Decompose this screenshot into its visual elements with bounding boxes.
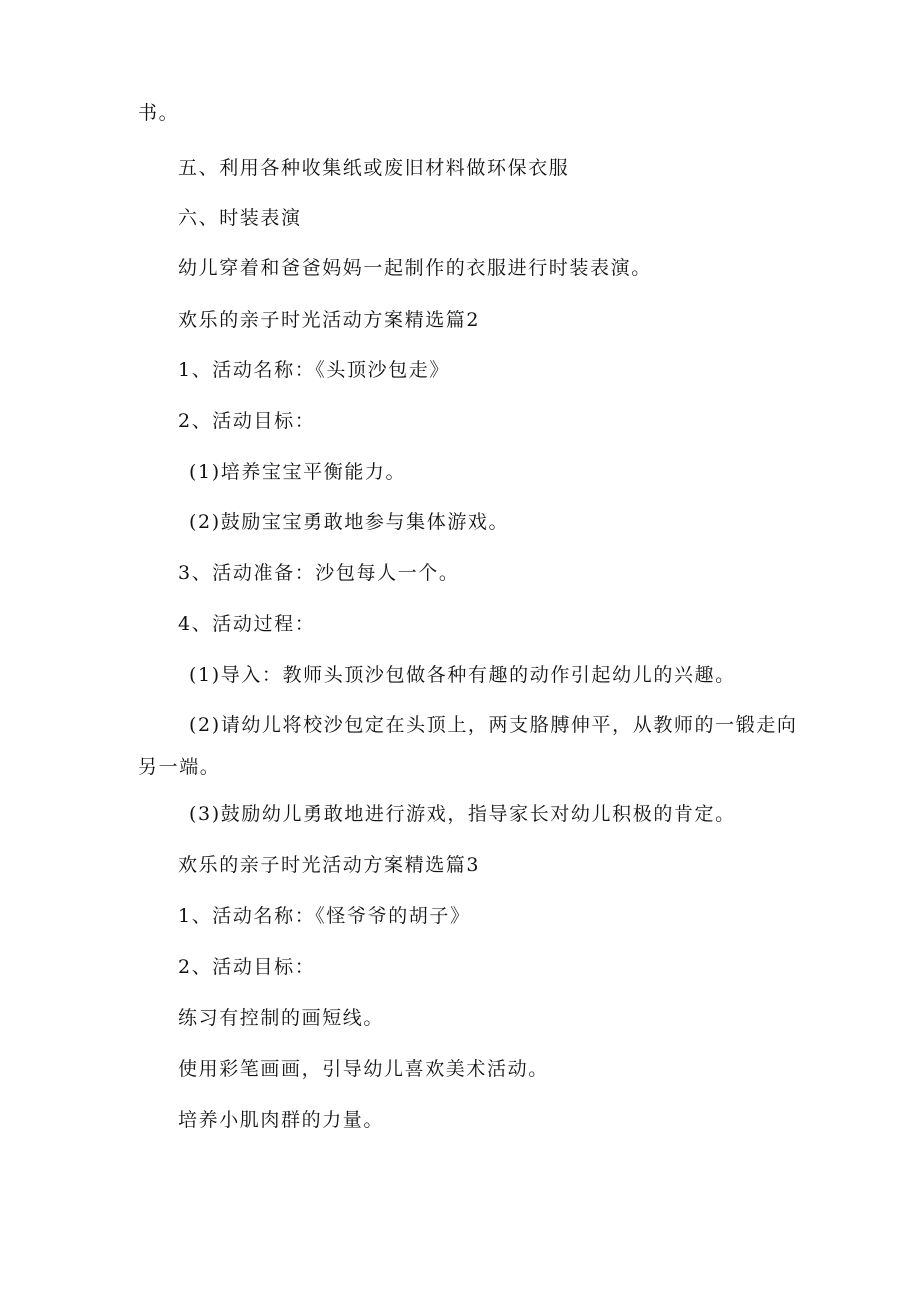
activity-name: 1、活动名称：《怪爷爷的胡子》: [178, 905, 471, 927]
process-step: (2)请幼儿将校沙包定在头顶上，两支胳膊伸平，从教师的一锻走向: [189, 714, 798, 736]
goal-item: (1)培养宝宝平衡能力。: [189, 461, 407, 483]
section-heading-five: 五、利用各种收集纸或废旧材料做环保衣服: [178, 157, 570, 179]
process-step: (1)导入：教师头顶沙包做各种有趣的动作引起幼儿的兴趣。: [189, 664, 736, 686]
goal-item: (2)鼓励宝宝勇敢地参与集体游戏。: [189, 511, 510, 533]
activity-goals-heading: 2、活动目标：: [178, 956, 316, 978]
activity-name: 1、活动名称：《头顶沙包走》: [178, 359, 450, 381]
paragraph: 幼儿穿着和爸爸妈妈一起制作的衣服进行时装表演。: [178, 257, 652, 279]
activity-process-heading: 4、活动过程：: [178, 613, 316, 635]
activity-preparation: 3、活动准备：沙包每人一个。: [178, 562, 460, 584]
article-heading-part-2: 欢乐的亲子时光活动方案精选篇2: [178, 309, 481, 331]
activity-goals-heading: 2、活动目标：: [178, 410, 316, 432]
process-step-continuation: 另一端。: [138, 756, 221, 778]
process-step: (3)鼓励幼儿勇敢地进行游戏，指导家长对幼儿积极的肯定。: [189, 803, 736, 825]
goal-item: 练习有控制的画短线。: [178, 1007, 385, 1029]
goal-item: 培养小肌肉群的力量。: [178, 1109, 385, 1131]
goal-item: 使用彩笔画画，引导幼儿喜欢美术活动。: [178, 1058, 549, 1080]
paragraph-continuation: 书。: [138, 102, 180, 124]
section-heading-six: 六、时装表演: [178, 207, 302, 229]
article-heading-part-3: 欢乐的亲子时光活动方案精选篇3: [178, 854, 481, 876]
